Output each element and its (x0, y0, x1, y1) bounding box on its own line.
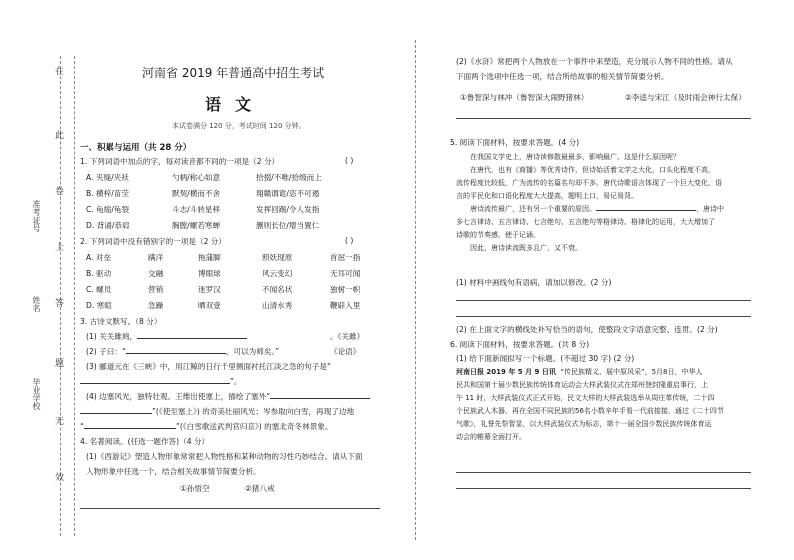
answer-paren: ( ) (345, 236, 354, 245)
dictation-line: (1) 关关雎鸠， (86, 331, 247, 342)
answer-line[interactable] (456, 488, 751, 489)
answer-line[interactable] (456, 118, 751, 119)
answer-blank[interactable] (126, 353, 226, 354)
question-5-stem: 5. 阅读下面材料，按要求答题。(4 分) (450, 138, 580, 147)
answer-blank[interactable] (270, 398, 370, 399)
answer-paren: ( ) (345, 156, 354, 165)
choice-option-a: ①孙悟空 (180, 484, 210, 493)
question-5-1: (1) 材料中画线句有语病，请加以修改。(2 分) (456, 278, 612, 287)
answer-line[interactable] (456, 316, 751, 317)
question-6-1: (1) 给下面新闻拟写一个标题。(不超过 30 字) (2 分) (456, 354, 635, 363)
seal-char: 在 (55, 67, 65, 77)
option-row: D. 寒暄 急躁 晒双壹 山清水秀 鞭辟入里 (86, 301, 361, 310)
question-2-stem: 2. 下列词语中没有错别字的一项是（2 分） (80, 237, 226, 246)
answer-line[interactable] (456, 472, 751, 473)
question-4-stem: 4. 名著阅读。(任选一题作答)（4 分） (80, 437, 210, 446)
choice-option-b: ②李逵与宋江（及时雨会神行太保） (625, 93, 746, 102)
column-divider (415, 40, 416, 540)
section-heading: 一、积累与运用（共 28 分） (80, 143, 192, 153)
fill-blank[interactable] (596, 210, 696, 211)
seal-char: 卷 (55, 187, 65, 197)
answer-line[interactable] (456, 300, 751, 301)
question-4-text: 人物形象中任选一个，结合相关故事情节简要分析。 (86, 467, 261, 476)
dictation-source: 。《关雎》 (330, 332, 365, 341)
answer-blank[interactable] (137, 338, 247, 339)
choice-option-a: ①鲁智深与林冲（鲁智深大闹野猪林） (460, 93, 589, 102)
dictation-source: 《论语》 (330, 347, 361, 356)
name-label: 姓名 (32, 296, 41, 312)
dictation-line: (3) 郦道元在《三峡》中，用江鲸的日行千里侧面衬托江淡之急的句子是“ (86, 362, 331, 371)
question-4b-text: (2)《水浒》常把两个人物放在一个事件中来塑造，充分展示人物不同的性格。请从 (456, 57, 733, 66)
option-row: B. 驱动 交融 博眼球 风云变幻 无耳可闻 (86, 269, 361, 278)
option-row: D. 背诵/恭肩 胸膛/螺若寒蝉 删则长位/增当置仁 (86, 221, 320, 230)
seal-char: 题 (55, 359, 65, 369)
dictation-line: ”(《使至塞上》) 的奇美壮丽风光；岑参取向白雪，再现了边地 (80, 406, 354, 417)
option-row: C. 龟缩/龟裂 斗志/斗转星移 发挥回踢/令人发指 (86, 205, 320, 214)
exam-title: 河南省 2019 年普通高中招生考试 (142, 66, 325, 80)
reading-passage-5: 在我国文学史上，唐诗读修散最最多，影响最广。这是什么原因呢？ 在唐代，也有《商播》等优秀诗作，但诗始活着文学之大化，口头化程度不高， 流传程度比较低，广为流传的名篇名句却不多。唐代诗歌语言体现了一个巨大变化，语 言的平民化和口语化程度大大提高，题明上口，易记易背。 唐诗流传最广，还有另一个重要的原因。 ，唐诗中 多七言律诗、五言律诗、七言绝句、五言绝句等格律诗。格律化的运用，大大增加了 诗歌的节奏感，使于记诵。 因此，唐诗读流既多且广，又不衰。 (456, 153, 724, 252)
exam-number-label: 准考证号 (32, 200, 41, 232)
seal-char: 上 (55, 243, 65, 253)
school-label: 毕业学校 (32, 378, 41, 410)
news-passage-6: 河南日报 2019 年 5 月 9 日讯 “传民族精义、展中原风采”，5月8日，中华人 民共和国第十届少数民族传统体育运动会大样武装仪式在郑州登封隆重启事行，上 午 11 时，大样武装仪式正式开始，民文大样的大样武装选举从周庄革传统，二十四 个民族武人木器，再在全国不同民族的56名小数辛年手看一代前接接，通过《二十四节 气歌》，礼誉先祭智显，以大样武装仪式为标志，第十一届全国少数民族传统体育运 动会的帷幕全面打开。 (456, 368, 724, 441)
seal-char: 无 (55, 417, 65, 427)
option-row: A. 对垒 蹒洋 拖蒲脚 照妖现原 首屈一指 (86, 253, 361, 262)
question-5-2: (2) 在上面文字的横线处补写恰当的语句，使整段文字语意完整、连贯。(2 分) (456, 325, 718, 334)
answer-line[interactable] (80, 508, 380, 509)
question-6-stem: 6. 阅读下面材料，按要求答题。(共 8 分) (450, 340, 590, 349)
question-3-stem: 3. 古诗文默写。（8 分） (80, 317, 162, 326)
seal-char: 答 (55, 299, 65, 309)
dictation-line: ”。 (80, 376, 242, 387)
dictation-line: (4) 边塞风光，独特壮观。王维出使塞上，描绘了塞外“ (86, 391, 370, 402)
question-4b-text: 下面两个选项中任选一项，结合所给故事的相关情节简要分析。 (456, 72, 669, 81)
seal-char: 此 (55, 131, 65, 141)
dictation-line: (2) 子曰：“ ，可以为师矣。” (86, 347, 280, 356)
dictation-line: “ ”(《白雪歌送武判官归京》) 的塞北奇冬林景象。 (80, 422, 333, 431)
answer-blank[interactable] (80, 383, 230, 384)
question-1-stem: 1. 下列词语中加点的字，每对读音都不同的一项是（2 分） (80, 157, 280, 166)
choice-option-b: ②猪八戒 (245, 484, 275, 493)
exam-note: 本试卷满分 120 分，考试时间 120 分钟。 (172, 122, 306, 130)
option-row: A. 夹缝/夹袄 勺柄/称心如意 拾掇/不唯/拾级而上 (86, 173, 322, 182)
seal-char: 效 (55, 473, 65, 483)
subject-title: 语文 (205, 95, 266, 114)
answer-blank[interactable] (84, 428, 176, 429)
binding-line-right (74, 56, 75, 536)
option-row: B. 横梓/苗茔 默契/横而不舍 翔赣谓诡/恣不可遏 (86, 189, 320, 198)
question-4-text: (1)《西游记》塑造人物形象常常把人物性格和某种动物的习性巧妙结合。请从下面 (86, 452, 363, 461)
answer-blank[interactable] (80, 413, 152, 414)
option-row: C. 螺员 营销 迷罗汉 不闻名状 独树一帜 (86, 285, 361, 294)
